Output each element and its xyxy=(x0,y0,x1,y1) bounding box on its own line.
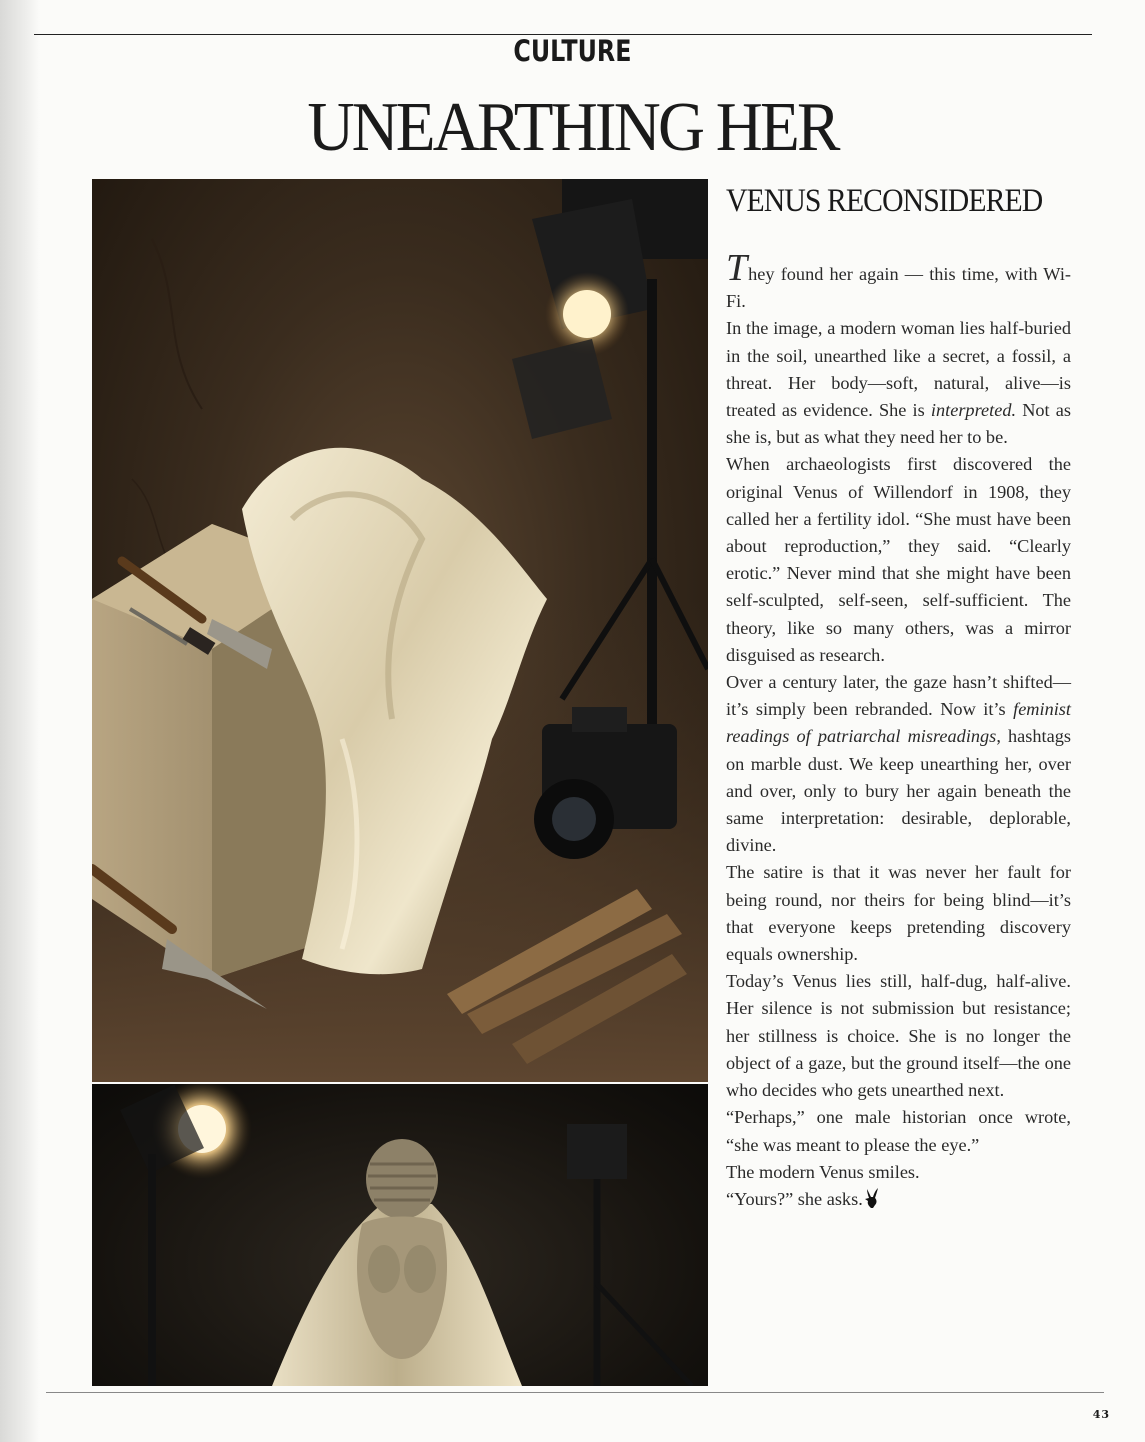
paragraph: The satire is that it was never her fault for being round, nor theirs for being blind—it’s that everyone keeps pretending discovery equals ownership. xyxy=(726,862,1071,965)
subhead: VENUS RECONSIDERED xyxy=(726,183,1043,219)
photo-venus-figurine xyxy=(92,1084,708,1386)
page-spine-shadow xyxy=(0,0,40,1442)
italic-emphasis: feminist readings of patriarchal misreadings xyxy=(726,699,1071,747)
page-number: 43 xyxy=(1092,1408,1110,1421)
paragraph-text: “Yours?” she asks. xyxy=(726,1188,863,1209)
paragraph-last xyxy=(726,1186,1071,1213)
paragraph-text: , hashtags on marble dust. We keep unearthing her, over and over, only to bury her again beneath the same interpretation: desirable, deplorable, divine. xyxy=(726,726,1071,856)
bottom-rule xyxy=(46,1392,1104,1393)
paragraph-text: Not as she is, but as what they need her to be. xyxy=(726,400,1072,448)
italic-emphasis: interpreted. xyxy=(930,400,1017,421)
drop-cap: T xyxy=(726,247,748,289)
paragraph xyxy=(726,247,1071,315)
headline: UNEARTHING HER xyxy=(307,89,838,166)
paragraph xyxy=(726,315,1071,451)
paragraph: “Perhaps,” one male historian once wrote, “she was meant to please the eye.” xyxy=(726,1107,1071,1155)
paragraph-text: hey found her again — this time, with Wi-Fi. xyxy=(726,264,1071,312)
article-body xyxy=(726,247,1072,1213)
paragraph-text: In the image, a modern woman lies half-buried in the soil, unearthed like a secret, a fossil, a threat. Her body—soft, natural, alive—is treated as evidence. She is xyxy=(726,318,1071,421)
paragraph: The modern Venus smiles. xyxy=(726,1161,920,1182)
paragraph-text: Over a century later, the gaze hasn’t shifted—it’s simply been rebranded. Now it’s xyxy=(726,672,1071,720)
paragraph: When archaeologists first discovered the original Venus of Willendorf in 1908, they called her a fertility idol. “She must have been about reproduction,” they said. “Clearly erotic.” Never mind that she might have been self-sculpted, self-seen, self-sufficient. The theory, like so many others, was a mirror disguised as research. xyxy=(726,454,1071,665)
paragraph xyxy=(726,669,1071,859)
photo-still-life xyxy=(92,179,708,1082)
bunny-end-mark-icon xyxy=(863,1187,881,1209)
paragraph: Today’s Venus lies still, half-dug, half-alive. Her silence is not submission but resistance; her stillness is choice. She is no longer the object of a gaze, but the ground itself—the one who decides who gets unearthed next. xyxy=(726,971,1071,1101)
section-label: CULTURE xyxy=(513,34,632,68)
